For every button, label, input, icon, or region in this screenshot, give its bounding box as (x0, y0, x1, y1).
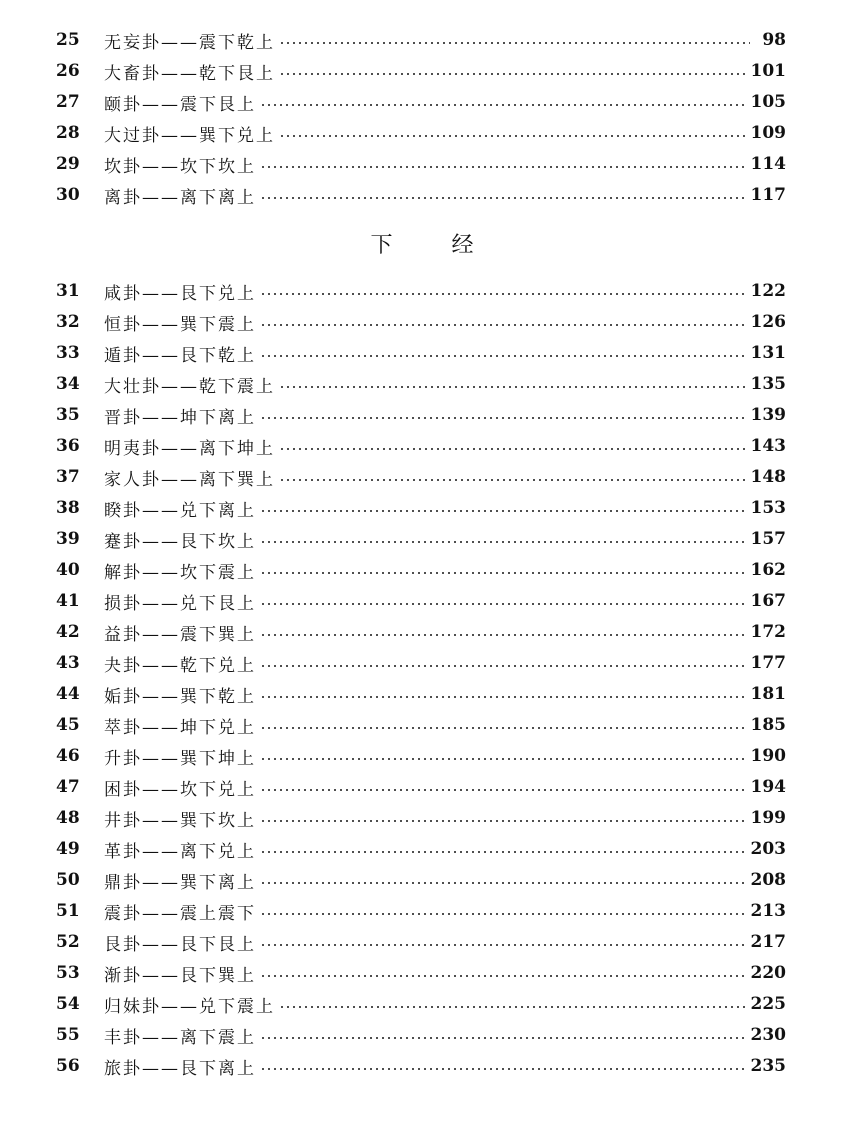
toc-entry[interactable] (56, 88, 786, 116)
toc-entry[interactable] (56, 181, 786, 209)
entry-title: 困卦——坎下兑上 (104, 779, 256, 800)
toc-entry[interactable] (56, 680, 786, 708)
entry-number: 31 (56, 281, 80, 301)
entry-title: 震卦——震上震下 (104, 903, 256, 924)
entry-page-number: 143 (750, 436, 786, 456)
dot-leader (260, 819, 747, 823)
entry-title: 离卦——离下离上 (104, 187, 256, 208)
entry-page-number: 157 (750, 529, 786, 549)
entry-page-number: 225 (750, 994, 786, 1014)
entry-number: 43 (56, 653, 80, 673)
entry-title: 明夷卦——离下坤上 (104, 438, 275, 459)
entry-page-number: 105 (750, 92, 786, 112)
entry-number: 29 (56, 154, 80, 174)
dot-leader (260, 850, 747, 854)
dot-leader (260, 695, 747, 699)
toc-entry[interactable] (56, 1052, 786, 1080)
entry-title: 升卦——巽下坤上 (104, 748, 256, 769)
entry-page-number: 190 (750, 746, 786, 766)
entry-title: 夬卦——乾下兑上 (104, 655, 256, 676)
toc-entry[interactable] (56, 959, 786, 987)
entry-page-number: 109 (750, 123, 786, 143)
entry-number: 55 (56, 1025, 80, 1045)
dot-leader (260, 292, 747, 296)
entry-number: 48 (56, 808, 80, 828)
entry-number: 40 (56, 560, 80, 580)
entry-title: 咸卦——艮下兑上 (104, 283, 256, 304)
entry-title: 大壮卦——乾下震上 (104, 376, 275, 397)
entry-title: 坎卦——坎下坎上 (104, 156, 256, 177)
dot-leader (260, 103, 747, 107)
dot-leader (260, 509, 747, 513)
toc-entry[interactable] (56, 897, 786, 925)
entry-page-number: 101 (750, 61, 786, 81)
entry-page-number: 162 (750, 560, 786, 580)
entry-title: 睽卦——兑下离上 (104, 500, 256, 521)
entry-title: 损卦——兑下艮上 (104, 593, 256, 614)
toc-entry[interactable] (56, 1021, 786, 1049)
dot-leader (260, 354, 747, 358)
toc-entry[interactable] (56, 587, 786, 615)
entry-title: 遁卦——艮下乾上 (104, 345, 256, 366)
entry-page-number: 131 (750, 343, 786, 363)
dot-leader (279, 447, 747, 451)
dot-leader (260, 664, 747, 668)
entry-page-number: 199 (750, 808, 786, 828)
entry-title: 丰卦——离下震上 (104, 1027, 256, 1048)
toc-entry[interactable] (56, 308, 786, 336)
toc-entry[interactable] (56, 432, 786, 460)
entry-number: 35 (56, 405, 80, 425)
toc-entry[interactable] (56, 494, 786, 522)
entry-page-number: 114 (750, 154, 786, 174)
toc-entry[interactable] (56, 339, 786, 367)
dot-leader (260, 633, 747, 637)
dot-leader (260, 196, 747, 200)
entry-title: 艮卦——艮下艮上 (104, 934, 256, 955)
dot-leader (260, 602, 747, 606)
dot-leader (260, 1036, 747, 1040)
toc-entry[interactable] (56, 525, 786, 553)
entry-number: 33 (56, 343, 80, 363)
entry-number: 45 (56, 715, 80, 735)
entry-title: 姤卦——巽下乾上 (104, 686, 256, 707)
dot-leader (260, 540, 747, 544)
toc-entry[interactable] (56, 835, 786, 863)
entry-number: 49 (56, 839, 80, 859)
entry-page-number: 230 (750, 1025, 786, 1045)
entry-number: 26 (56, 61, 80, 81)
entry-page-number: 194 (750, 777, 786, 797)
dot-leader (260, 1067, 747, 1071)
toc-entry[interactable] (56, 866, 786, 894)
entry-title: 解卦——坎下震上 (104, 562, 256, 583)
entry-title: 晋卦——坤下离上 (104, 407, 256, 428)
entry-number: 27 (56, 92, 80, 112)
dot-leader (260, 943, 747, 947)
dot-leader (260, 881, 747, 885)
entry-number: 44 (56, 684, 80, 704)
toc-entry[interactable] (56, 370, 786, 398)
dot-leader (279, 1005, 747, 1009)
toc-entry[interactable] (56, 463, 786, 491)
entry-page-number: 220 (750, 963, 786, 983)
entry-title: 大过卦——巽下兑上 (104, 125, 275, 146)
entry-number: 37 (56, 467, 80, 487)
entry-title: 旅卦——艮下离上 (104, 1058, 256, 1079)
dot-leader (279, 72, 747, 76)
entry-number: 38 (56, 498, 80, 518)
entry-number: 30 (56, 185, 80, 205)
dot-leader (279, 41, 750, 45)
dot-leader (260, 416, 747, 420)
entry-number: 39 (56, 529, 80, 549)
entry-title: 井卦——巽下坎上 (104, 810, 256, 831)
entry-page-number: 213 (750, 901, 786, 921)
entry-page-number: 153 (750, 498, 786, 518)
entry-number: 56 (56, 1056, 80, 1076)
toc-entry[interactable] (56, 150, 786, 178)
entry-number: 53 (56, 963, 80, 983)
entry-number: 36 (56, 436, 80, 456)
dot-leader (260, 323, 747, 327)
entry-page-number: 185 (750, 715, 786, 735)
dot-leader (260, 165, 747, 169)
entry-page-number: 177 (750, 653, 786, 673)
toc-entry[interactable] (56, 556, 786, 584)
entry-page-number: 139 (750, 405, 786, 425)
toc-entry[interactable] (56, 618, 786, 646)
entry-page-number: 181 (750, 684, 786, 704)
entry-title: 颐卦——震下艮上 (104, 94, 256, 115)
entry-title: 革卦——离下兑上 (104, 841, 256, 862)
entry-page-number: 122 (750, 281, 786, 301)
dot-leader (260, 757, 747, 761)
entry-title: 家人卦——离下巽上 (104, 469, 275, 490)
entry-title: 渐卦——艮下巽上 (104, 965, 256, 986)
entry-page-number: 117 (750, 185, 786, 205)
toc-entry[interactable] (56, 57, 786, 85)
toc-entry[interactable] (56, 742, 786, 770)
entry-number: 42 (56, 622, 80, 642)
dot-leader (279, 134, 747, 138)
entry-number: 46 (56, 746, 80, 766)
entry-title: 恒卦——巽下震上 (104, 314, 256, 335)
entry-page-number: 217 (750, 932, 786, 952)
entry-title: 益卦——震下巽上 (104, 624, 256, 645)
entry-title: 蹇卦——艮下坎上 (104, 531, 256, 552)
entry-number: 50 (56, 870, 80, 890)
entry-number: 32 (56, 312, 80, 332)
entry-page-number: 135 (750, 374, 786, 394)
dot-leader (279, 385, 747, 389)
entry-number: 25 (56, 30, 80, 50)
entry-number: 34 (56, 374, 80, 394)
dot-leader (260, 912, 747, 916)
entry-page-number: 208 (750, 870, 786, 890)
entry-page-number: 167 (750, 591, 786, 611)
dot-leader (279, 478, 747, 482)
entry-page-number: 203 (750, 839, 786, 859)
entry-number: 54 (56, 994, 80, 1014)
entry-title: 归妹卦——兑下震上 (104, 996, 275, 1017)
entry-page-number: 148 (750, 467, 786, 487)
entry-page-number: 98 (762, 30, 786, 50)
toc-entry[interactable] (56, 26, 786, 54)
toc-entry[interactable] (56, 711, 786, 739)
dot-leader (260, 974, 747, 978)
toc-entry[interactable] (56, 804, 786, 832)
entry-page-number: 235 (750, 1056, 786, 1076)
entry-title: 无妄卦——震下乾上 (104, 32, 275, 53)
toc-entry[interactable] (56, 401, 786, 429)
entry-number: 47 (56, 777, 80, 797)
entry-title: 鼎卦——巽下离上 (104, 872, 256, 893)
toc-entry[interactable] (56, 277, 786, 305)
dot-leader (260, 726, 747, 730)
entry-title: 大畜卦——乾下艮上 (104, 63, 275, 84)
toc-entry[interactable] (56, 990, 786, 1018)
entry-page-number: 126 (750, 312, 786, 332)
entry-number: 51 (56, 901, 80, 921)
entry-number: 28 (56, 123, 80, 143)
toc-entry[interactable] (56, 928, 786, 956)
entry-title: 萃卦——坤下兑上 (104, 717, 256, 738)
entry-page-number: 172 (750, 622, 786, 642)
dot-leader (260, 571, 747, 575)
toc-entry[interactable] (56, 649, 786, 677)
toc-entry[interactable] (56, 773, 786, 801)
dot-leader (260, 788, 747, 792)
entry-number: 52 (56, 932, 80, 952)
section-heading: 下 经 (370, 233, 500, 258)
toc-entry[interactable] (56, 119, 786, 147)
entry-number: 41 (56, 591, 80, 611)
